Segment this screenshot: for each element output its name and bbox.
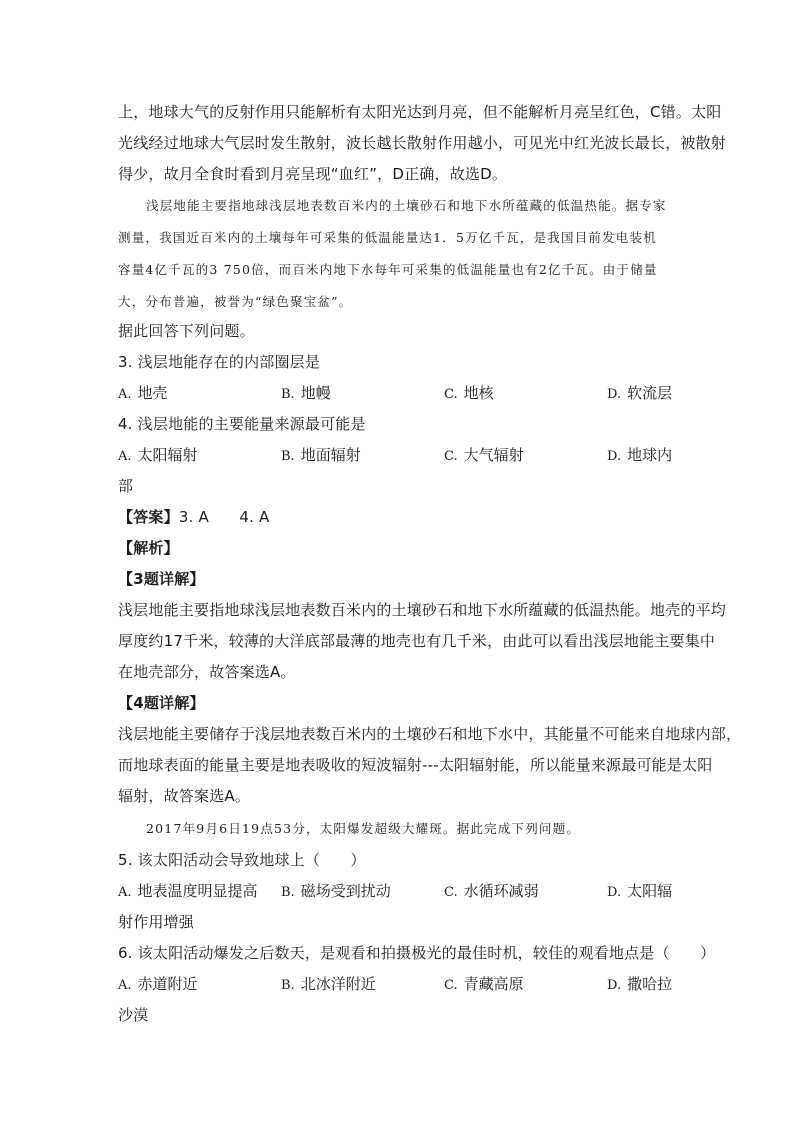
q6-option-c: C. 青藏高原 <box>444 975 524 993</box>
q5-option-a: A. 地表温度明显提高 <box>118 882 258 900</box>
q4-option-d-wrap: 部 <box>118 477 134 495</box>
q3-option-b: B. 地幔 <box>281 384 331 402</box>
q3-stem: 3. 浅层地能存在的内部圈层是 <box>118 353 321 371</box>
passage1-line-2: 测量，我国近百米内的土壤每年可采集的低温能量达1．5万亿千瓦，是我国目前发电装机 <box>118 230 657 245</box>
q4-option-d: D. 地球内 <box>607 446 673 464</box>
q4-stem: 4. 浅层地能的主要能量来源最可能是 <box>118 415 366 433</box>
detail3-label: 【3题详解】 <box>118 570 205 588</box>
passage1-line-1: 浅层地能主要指地球浅层地表数百米内的土壤砂石和地下水所蕴藏的低温热能。据专家 <box>146 198 667 213</box>
answer-label: 【答案】 <box>118 508 179 526</box>
q5-option-d-wrap: 射作用增强 <box>118 913 195 931</box>
intro-line-1: 上，地球大气的反射作用只能解析有太阳光达到月亮，但不能解析月亮呈红色，C错。太阳 <box>118 103 722 121</box>
detail3-line-3: 在地壳部分，故答案选A。 <box>118 663 296 681</box>
q5-option-b: B. 磁场受到扰动 <box>281 882 391 900</box>
answer-text: 3. A 4. A <box>178 508 270 526</box>
q5-stem: 5. 该太阳活动会导致地球上（ ） <box>118 851 366 869</box>
analysis-label: 【解析】 <box>118 539 179 557</box>
detail4-line-1: 浅层地能主要储存于浅层地表数百米内的土壤砂石和地下水中，其能量不可能来自地球内部， <box>118 725 742 743</box>
detail4-line-3: 辐射，故答案选A。 <box>118 787 251 805</box>
passage1-line-3: 容量4亿千瓦的3 750倍，而百米内地下水每年可采集的低温能量也有2亿千瓦。由于储量 <box>118 262 658 277</box>
detail3-line-1: 浅层地能主要指地球浅层地表数百米内的土壤砂石和地下水所蕴藏的低温热能。地壳的平均 <box>118 601 727 619</box>
q6-option-d-wrap: 沙漠 <box>118 1006 149 1024</box>
q6-option-d: D. 撒哈拉 <box>607 975 673 993</box>
passage2: 2017年9月6日19点53分，太阳爆发超级大耀斑。据此完成下列问题。 <box>146 821 581 836</box>
intro-line-2: 光线经过地球大气层时发生散射，波长越长散射作用越小，可见光中红光波长最长，被散射 <box>118 134 727 152</box>
q6-option-a: A. 赤道附近 <box>118 975 198 993</box>
answer-line <box>118 506 683 528</box>
q5-option-d: D. 太阳辐 <box>607 882 673 900</box>
q3-option-c: C. 地核 <box>444 384 494 402</box>
detail4-line-2: 而地球表面的能量主要是地表吸收的短波辐射---太阳辐射能，所以能量来源最可能是太阳 <box>118 756 713 774</box>
detail3-line-2: 厚度约17千米，较薄的大洋底部最薄的地壳也有几千米，由此可以看出浅层地能主要集中 <box>118 632 716 650</box>
q6-stem: 6. 该太阳活动爆发之后数天，是观看和拍摄极光的最佳时机，较佳的观看地点是（ ） <box>118 944 716 962</box>
q5-option-c: C. 水循环减弱 <box>444 882 539 900</box>
q6-option-b: B. 北冰洋附近 <box>281 975 376 993</box>
q4-option-a: A. 太阳辐射 <box>118 446 198 464</box>
q4-option-c: C. 大气辐射 <box>444 446 524 464</box>
instruction-1: 据此回答下列问题。 <box>118 322 255 340</box>
detail4-label: 【4题详解】 <box>118 694 205 712</box>
q3-option-d: D. 软流层 <box>607 384 673 402</box>
passage1-line-4: 大，分布普遍，被誉为“绿色聚宝盆”。 <box>118 294 353 309</box>
q4-option-b: B. 地面辐射 <box>281 446 361 464</box>
q3-option-a: A. 地壳 <box>118 384 168 402</box>
intro-line-3: 得少，故月全食时看到月亮呈现“血红”，D正确，故选D。 <box>118 165 508 183</box>
